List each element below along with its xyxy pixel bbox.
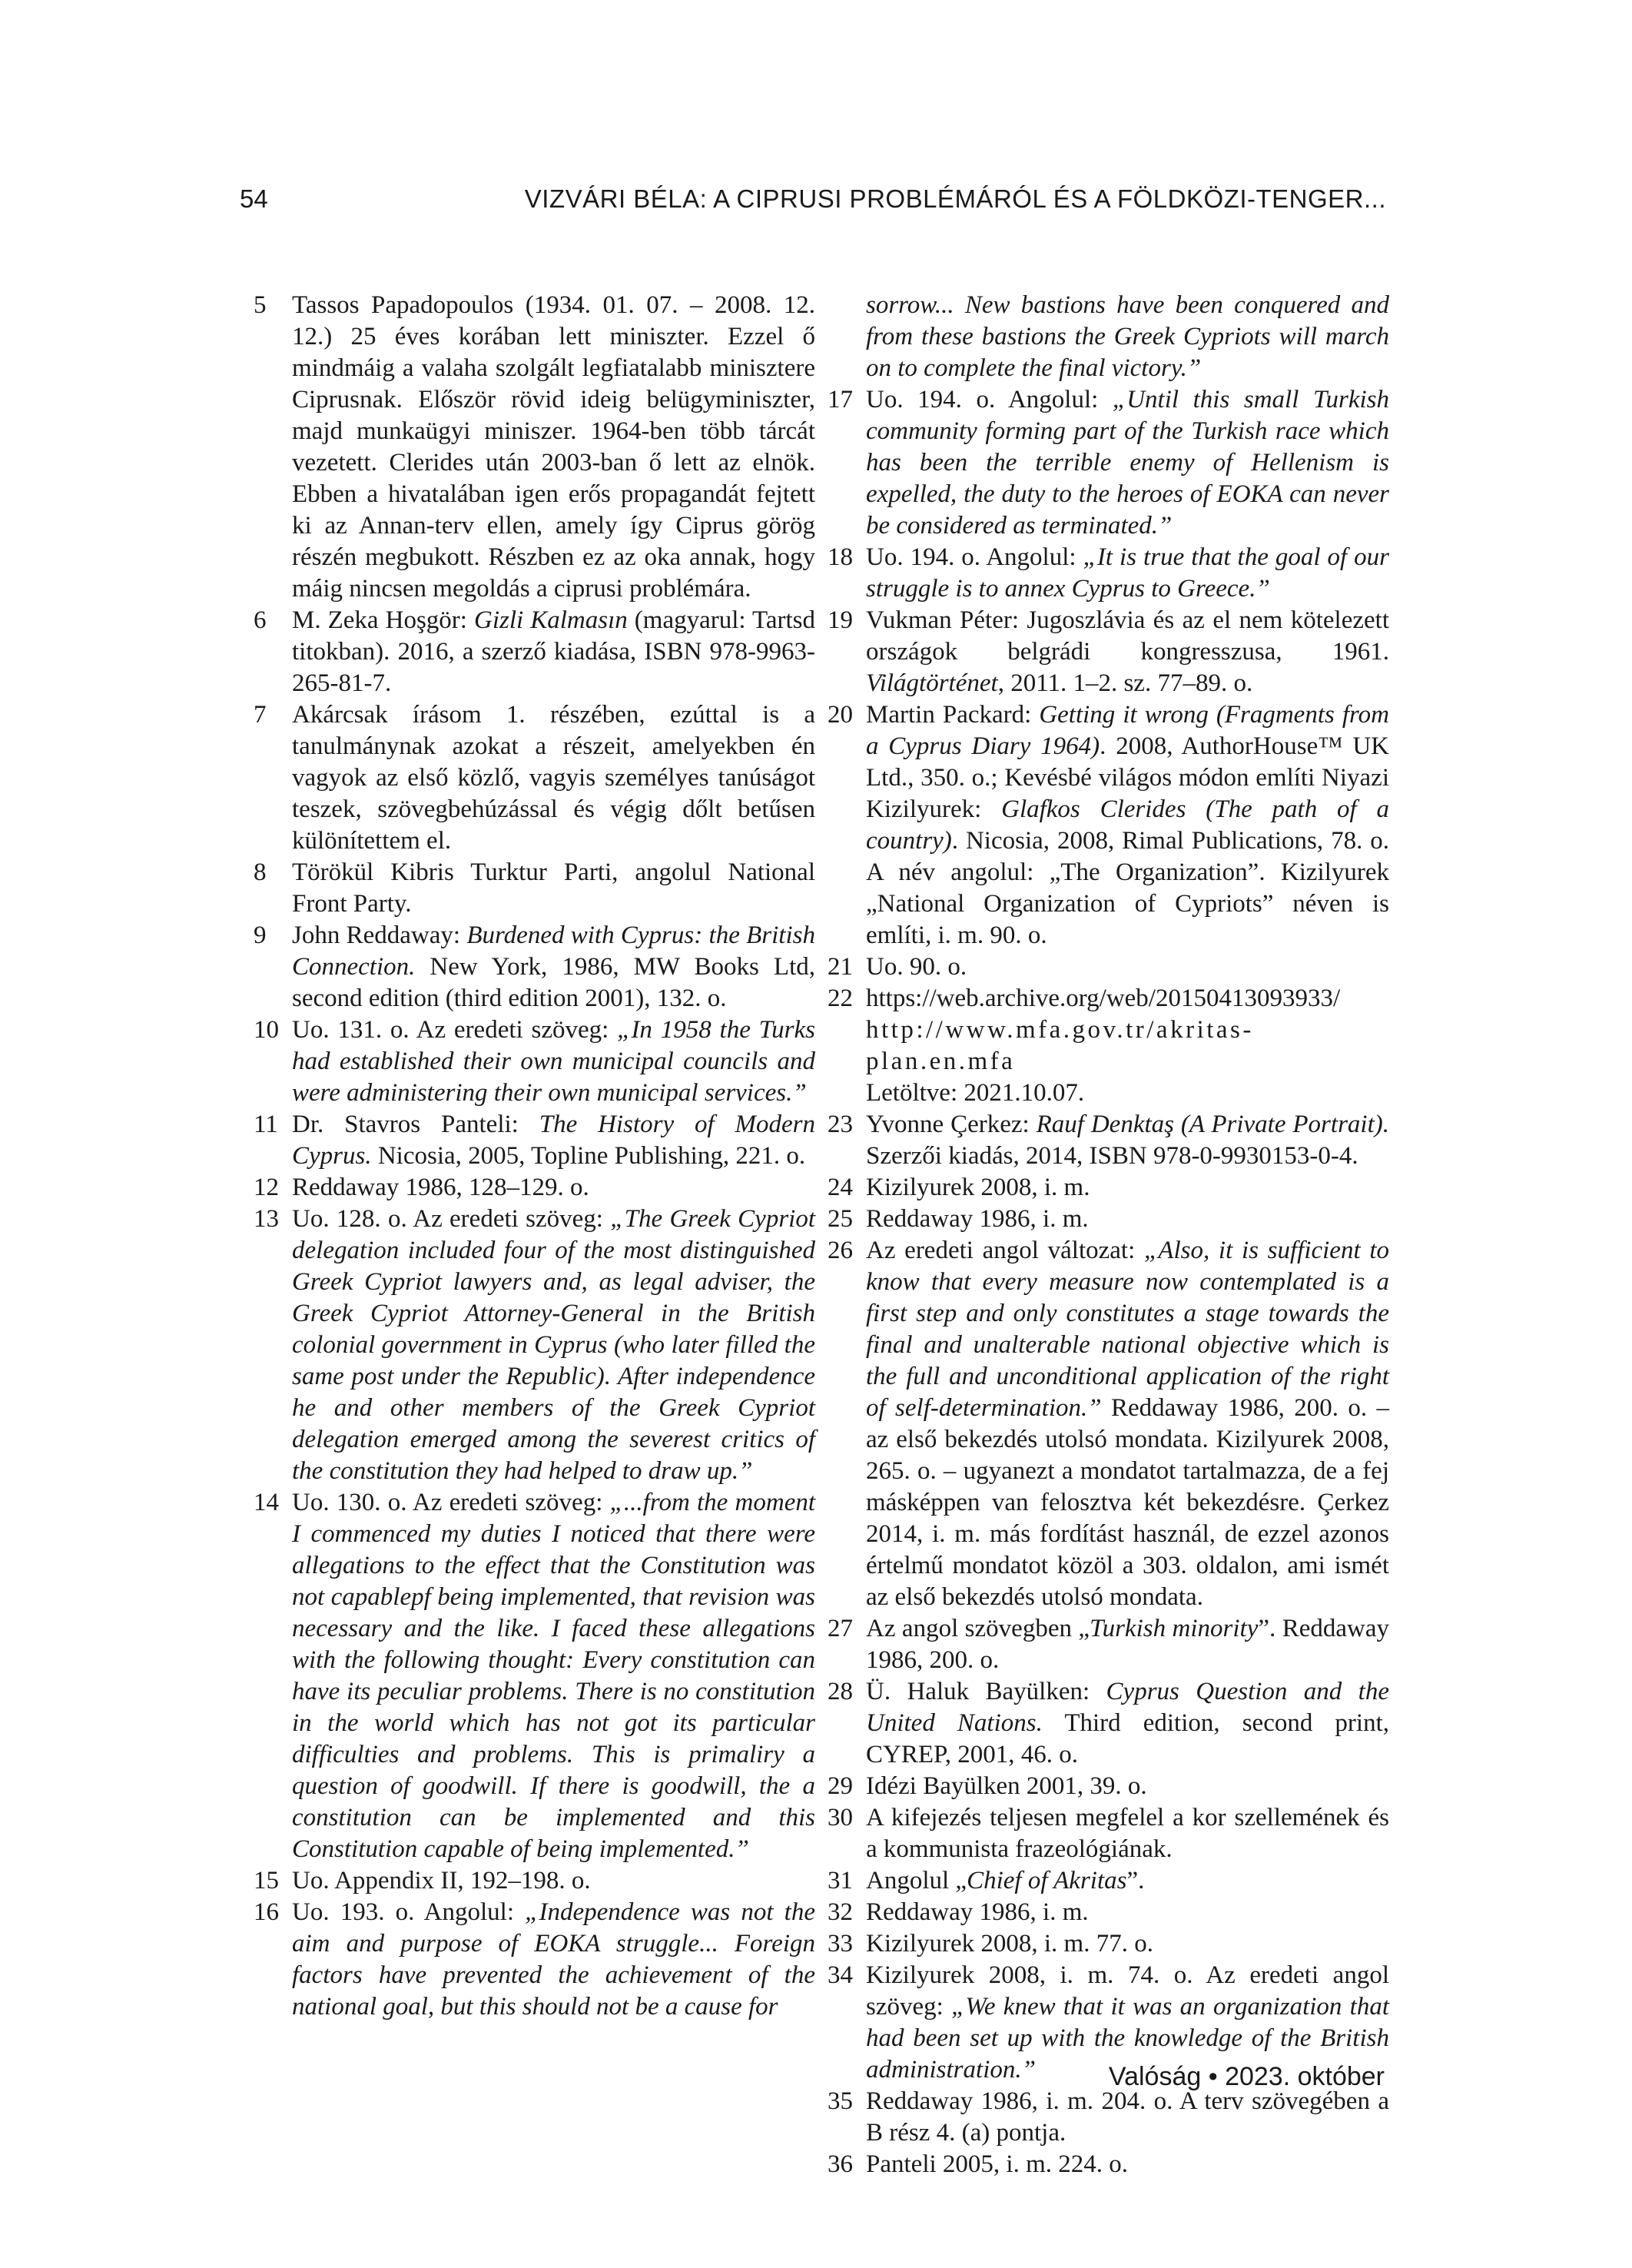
footnote-quote: Rauf Denktaş (A Private Portrait). xyxy=(1036,1111,1389,1138)
footnote-number: 35 xyxy=(828,2087,853,2115)
footnote-item xyxy=(828,1928,1389,1960)
footnote-run: New York, 1986, MW Books Ltd, second edition (third edition 2001), 132. o. xyxy=(292,953,815,1012)
footnote-text xyxy=(866,543,1389,603)
footnote-text xyxy=(866,1237,1389,1611)
footnote-run: Szerzői kiadás, 2014, ISBN 978-0-9930153-0-4. xyxy=(866,1142,1358,1170)
footnote-run: , 2011. 1–2. sz. 77–89. o. xyxy=(997,669,1253,697)
footnote-number: 10 xyxy=(254,1016,279,1044)
footnote-item xyxy=(828,1235,1389,1613)
footnote-quote: Turkish minority xyxy=(1090,1615,1259,1642)
footnote-run: Uo. Appendix II, 192–198. o. xyxy=(292,1867,591,1894)
footnote-quote: „Also, it is sufficient to know that every measure now contemplated is a first step and only constitutes a stage towards the final and unalterable national objective which is the full and unconditional application of the right of self-determination.” xyxy=(866,1237,1389,1422)
footnote-number: 18 xyxy=(828,543,853,571)
footnote-text xyxy=(292,1174,589,1201)
footnote-item xyxy=(254,1109,815,1172)
footnote-run: Angolul „ xyxy=(866,1867,967,1894)
footnote-text xyxy=(866,606,1389,697)
footnote-number: 36 xyxy=(828,2150,853,2178)
page-header xyxy=(240,184,1386,214)
footnote-item xyxy=(828,384,1389,542)
footnote-number: 31 xyxy=(828,1867,853,1894)
footnote-run: Törökül Kibris Turktur Parti, angolul National Front Party. xyxy=(292,858,815,918)
footnote-text xyxy=(866,953,967,981)
footnote-run: Uo. 193. o. Angolul: xyxy=(292,1898,526,1926)
footnote-run: A kifejezés teljesen megfelel a kor szellemének és a kommunista frazeológiának. xyxy=(866,1804,1389,1863)
footnote-run: John Reddaway: xyxy=(292,921,467,949)
footnote-text xyxy=(866,291,1389,382)
footnote-item xyxy=(828,1109,1389,1172)
footnote-item xyxy=(828,699,1389,951)
footnote-quote: „Independence was not the aim and purpose of EOKA struggle... Foreign factors have prevented the achievement of the national goal, but this should not be a cause for xyxy=(292,1898,815,2021)
footnote-number: 9 xyxy=(254,921,267,949)
footnote-number: 13 xyxy=(254,1205,279,1233)
notes-column-left xyxy=(254,290,815,2023)
footnote-run: M. Zeka Hoşgör: xyxy=(292,606,474,634)
footnote-number: 8 xyxy=(254,858,267,886)
footnote-run: Az eredeti angol változat: xyxy=(866,1237,1144,1264)
page-number: 54 xyxy=(240,184,268,213)
footnote-text xyxy=(866,701,1389,949)
footnote-number: 26 xyxy=(828,1237,853,1264)
footnote-item xyxy=(828,1172,1389,1204)
footnote-text xyxy=(292,1898,815,2021)
footnote-item xyxy=(828,1676,1389,1771)
footnote-item xyxy=(828,1771,1389,1802)
footnote-item xyxy=(254,1204,815,1487)
footnote-text xyxy=(866,2150,1128,2178)
footnote-text xyxy=(866,1174,1090,1201)
footnote-number: 25 xyxy=(828,1205,853,1233)
footnote-item xyxy=(828,2149,1389,2180)
footnote-run: Tassos Papadopoulos (1934. 01. 07. – 2008. 12. 12.) 25 éves korában lett miniszter. Ezzel ő mindmáig a valaha szolgált legfiatalabb minisztere Ciprusnak. Először rövid ideig belügyminiszter, majd munkaügyi miniszer. 1964-ben több tárcát vezetett. Clerides után 2003-ban ő lett az elnök. Ebben a hivatalában igen erős propagandát fejtett ki az Annan-terv ellen, amely így Ciprus görög részén megbukott. Részben ez az oka annak, hogy máig nincsen megoldás a ciprusi problémára. xyxy=(292,291,815,603)
footnote-text xyxy=(866,2087,1389,2147)
footnote-number: 22 xyxy=(828,985,853,1012)
footnote-item xyxy=(828,542,1389,605)
footnote-item xyxy=(828,2086,1389,2149)
footnote-run: Uo. 90. o. xyxy=(866,953,967,981)
footnote-number: 11 xyxy=(254,1111,278,1138)
footnote-text xyxy=(866,1678,1389,1768)
footnote-number: 21 xyxy=(828,953,853,981)
footnote-quote: Glafkos Clerides (The path of a country) xyxy=(866,795,1389,855)
footnote-run: Uo. 194. o. Angolul: xyxy=(866,543,1083,571)
footnote-quote: Chief of Akritas xyxy=(967,1867,1127,1894)
footnote-item xyxy=(828,1897,1389,1928)
footnote-text xyxy=(292,606,815,697)
footnote-number: 32 xyxy=(828,1898,853,1926)
footnote-number: 23 xyxy=(828,1111,853,1138)
footnote-quote: „We knew that it was an organization that had been set up with the knowledge of the British administration.” xyxy=(866,1993,1390,2084)
footnote-run: Kizilyurek 2008, i. m. 74. o. Az eredeti angol szöveg: xyxy=(866,1961,1389,2021)
footnote-item xyxy=(828,1802,1389,1865)
footnote-item xyxy=(254,1897,815,2023)
footnote-text xyxy=(292,921,815,1012)
footnote-number: 24 xyxy=(828,1174,853,1201)
footnote-item xyxy=(254,1487,815,1865)
footnote-run: Yvonne Çerkez: xyxy=(866,1111,1037,1138)
footnote-run: ”. xyxy=(1126,1867,1145,1894)
footnote-run: Idézi Bayülken 2001, 39. o. xyxy=(866,1772,1147,1800)
footnote-run: Reddaway 1986, 200. o. – az első bekezdés utolsó mondata. Kizilyurek 2008, 265. o. – ugyanezt a mondatot tartalmazza, de a fej másképpen van felosztva két bekezdésre. Çerkez 2014, i. m. más fordítást használ, de ezzel azonos értelmű mondatot közöl a 303. oldalon, ami ismét az első bekezdés utolsó mondata. xyxy=(866,1394,1389,1611)
footnote-text xyxy=(292,701,815,855)
footnote-text xyxy=(866,985,1340,1107)
footnote-text xyxy=(292,1867,591,1894)
footnote-text xyxy=(866,1111,1389,1170)
footnote-continuation xyxy=(828,290,1389,384)
footnote-run: Az angol szövegben „ xyxy=(866,1615,1090,1642)
footnote-number: 16 xyxy=(254,1898,279,1926)
footnote-number: 34 xyxy=(828,1961,853,1989)
footnote-text xyxy=(292,291,815,603)
footnote-text xyxy=(866,1615,1389,1674)
footnote-run: https://web.archive.org/web/20150413093933/ xyxy=(866,985,1341,1012)
footnote-quote: sorrow... New bastions have been conquered and from these bastions the Greek Cypriots will march on to complete the final victory.” xyxy=(866,291,1389,382)
footnote-run: (magyarul: Tartsd titokban). 2016, a szerző kiadása, ISBN 978-9963-265-81-7. xyxy=(292,606,816,697)
footnote-text xyxy=(292,1016,815,1107)
footnote-item xyxy=(254,920,815,1014)
footnote-number: 17 xyxy=(828,386,853,413)
footnote-item xyxy=(828,1613,1389,1676)
footnote-quote: Burdened with Cyprus: the British Connection. xyxy=(292,921,815,981)
footnote-number: 27 xyxy=(828,1615,853,1642)
footnote-run: Kizilyurek 2008, i. m. xyxy=(866,1174,1090,1201)
footnote-run: Ü. Haluk Bayülken: xyxy=(866,1678,1106,1705)
footnote-number: 7 xyxy=(254,701,267,729)
footnote-run: Uo. 128. o. Az eredeti szöveg: xyxy=(292,1205,611,1233)
footnote-run: Uo. 131. o. Az eredeti szöveg: xyxy=(292,1016,618,1044)
footnote-run: Letöltve: 2021.10.07. xyxy=(866,1079,1085,1107)
footnote-item xyxy=(828,951,1389,983)
footnote-quote: „...from the moment I commenced my duties I noticed that there were allegations to the effect that the Constitution was not capablepf being implemented, that revision was necessary and the like. I faced these allegations with the following thought: Every constitution can have its peculiar problems. There is no constitution in the world which has not got its particular difficulties and problems. This is primaliry a question of goodwill. If there is goodwill, the a constitution can be implemented and this Constitution capable of being implemented.” xyxy=(292,1489,816,1863)
footnote-quote: Gizli Kalmasın xyxy=(474,606,628,634)
footnote-run: http://www.mfa.gov.tr/akritas-plan.en.mfa xyxy=(866,1016,1254,1075)
footnote-item xyxy=(828,605,1389,699)
footnote-number: 29 xyxy=(828,1772,853,1800)
footnote-number: 20 xyxy=(828,701,853,729)
footnote-quote: „The Greek Cypriot delegation included four of the most distinguished Greek Cypriot lawyers and, as legal adviser, the Greek Cypriot Attorney-General in the British colonial government in Cyprus (who later filled the same post under the Republic). After independence he and other members of the Greek Cypriot delegation emerged among the severest critics of the constitution they had helped to draw up.” xyxy=(292,1205,815,1485)
footnote-number: 33 xyxy=(828,1930,853,1958)
footnote-text xyxy=(866,1205,1089,1233)
footnote-text xyxy=(292,1489,815,1863)
footnote-quote: „Until this small Turkish community forming part of the Turkish race which has been the terrible enemy of Hellenism is expelled, the duty to the heroes of EOKA can never be considered as terminated.” xyxy=(866,386,1389,540)
footnote-run: Vukman Péter: Jugoszlávia és az el nem kötelezett országok belgrádi kongresszusa, 1961. xyxy=(866,606,1389,666)
footnote-text xyxy=(292,1111,815,1170)
running-title: VIZVÁRI BÉLA: A CIPRUSI PROBLÉMÁRÓL ÉS A FÖLDKÖZI-TENGER... xyxy=(524,184,1386,213)
footnote-run: Panteli 2005, i. m. 224. o. xyxy=(866,2150,1128,2178)
footnote-text xyxy=(292,1205,815,1485)
footnote-run: Dr. Stavros Panteli: xyxy=(292,1111,539,1138)
notes-column-right xyxy=(828,290,1389,2180)
footnote-run: Reddaway 1986, i. m. xyxy=(866,1898,1089,1926)
endnotes-section xyxy=(254,290,1389,2180)
footnote-number: 28 xyxy=(828,1678,853,1705)
footnote-text xyxy=(292,858,815,918)
footnote-run: Reddaway 1986, i. m. 204. o. A terv szövegében a B rész 4. (a) pontja. xyxy=(866,2087,1389,2147)
footnote-quote: The History of Modern Cyprus. xyxy=(292,1111,815,1170)
footnote-run: Uo. 194. o. Angolul: xyxy=(866,386,1113,413)
journal-footer: Valóság • 2023. október xyxy=(1108,2062,1385,2091)
footnote-number: 6 xyxy=(254,606,267,634)
footnote-number: 12 xyxy=(254,1174,279,1201)
footnote-item xyxy=(254,1014,815,1109)
footnote-number: 19 xyxy=(828,606,853,634)
footnote-quote: „In 1958 the Turks had established their own municipal councils and were administering their own municipal services.” xyxy=(292,1016,816,1107)
footnote-text xyxy=(866,1772,1147,1800)
footnote-run: . 2008, AuthorHouse™ UK Ltd., 350. o.; Kevésbé világos módon említi Niyazi Kizilyurek: xyxy=(866,732,1389,823)
footnote-item xyxy=(254,290,815,605)
footnote-item xyxy=(828,983,1389,1109)
footnote-run: Third edition, second print, CYREP, 2001, 46. o. xyxy=(866,1709,1389,1768)
footnote-quote: Getting it wrong (Fragments from a Cyprus Diary 1964) xyxy=(866,701,1389,760)
footnote-run: ”. Reddaway 1986, 200. o. xyxy=(866,1615,1389,1674)
footnote-item xyxy=(254,857,815,920)
footnote-item xyxy=(828,1204,1389,1235)
footnote-quote: „It is true that the goal of our struggle is to annex Cyprus to Greece.” xyxy=(866,543,1389,603)
footnote-item xyxy=(254,605,815,699)
footnote-text xyxy=(866,386,1389,540)
footnote-quote: Világtörténet xyxy=(866,669,998,697)
footnote-number: 30 xyxy=(828,1804,853,1831)
footnote-run: Uo. 130. o. Az eredeti szöveg: xyxy=(292,1489,610,1516)
footnote-item xyxy=(254,1865,815,1897)
footnote-item xyxy=(828,1865,1389,1897)
footnote-quote: Cyprus Question and the United Nations. xyxy=(866,1678,1389,1737)
footnote-text xyxy=(866,1867,1144,1894)
footnote-run: Kizilyurek 2008, i. m. 77. o. xyxy=(866,1930,1153,1958)
footnote-number: 15 xyxy=(254,1867,279,1894)
footnote-run: . Nicosia, 2008, Rimal Publications, 78. o. A név angolul: „The Organization”. Kizilyurek „National Organization of Cypriots” néven is említi, i. m. 90. o. xyxy=(866,827,1389,949)
footnote-run: Reddaway 1986, 128–129. o. xyxy=(292,1174,589,1201)
footnote-run: Akárcsak írásom 1. részében, ezúttal is a tanulmánynak azokat a részeit, amelyekben én vagyok az első közlő, vagyis személyes tanúságot teszek, szövegbehúzással és végig dőlt betűsen különítettem el. xyxy=(292,701,815,855)
footnote-run: Reddaway 1986, i. m. xyxy=(866,1205,1089,1233)
footnote-item xyxy=(254,699,815,857)
footnote-number: 14 xyxy=(254,1489,279,1516)
footnote-run: Nicosia, 2005, Topline Publishing, 221. o. xyxy=(371,1142,806,1170)
footnote-item xyxy=(254,1172,815,1204)
footnote-number: 5 xyxy=(254,291,267,319)
footnote-text xyxy=(866,1898,1089,1926)
footnote-run: Martin Packard: xyxy=(866,701,1040,729)
footnote-text xyxy=(866,1930,1153,1958)
footnote-text xyxy=(866,1804,1389,1863)
